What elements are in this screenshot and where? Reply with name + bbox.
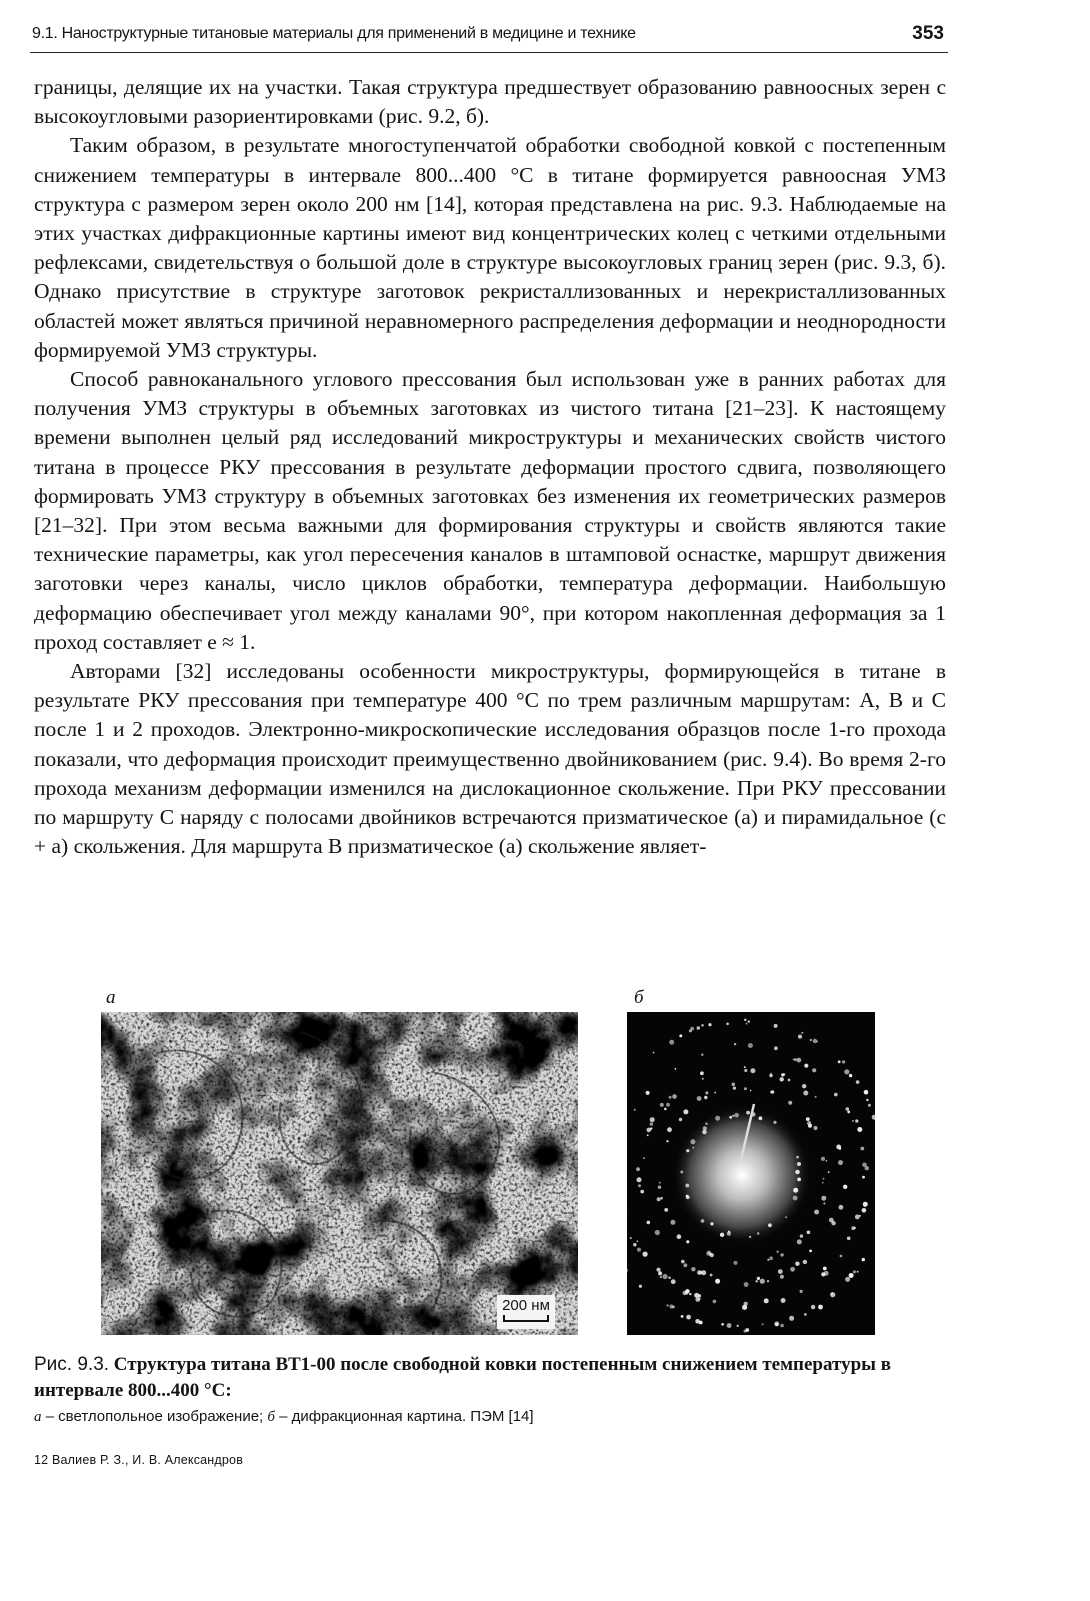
section-title: 9.1. Наноструктурные титановые материалы для применений в медицине и технике xyxy=(32,25,636,42)
bright-field-micrograph xyxy=(101,1012,578,1335)
scale-bar-label: 200 нм xyxy=(502,1297,550,1314)
legend-b-letter: б xyxy=(267,1409,275,1425)
scale-bar xyxy=(497,1295,555,1329)
page-number: 353 xyxy=(912,23,944,44)
figure-label-a: а xyxy=(106,987,116,1008)
paragraph-2: Таким образом, в результате многоступенчатой обработки свободной ковкой с постепенным снижением температуры в интервале 800...400 °С в титане формируется равноосная УМЗ структура с размером зерен около 200 нм [14], которая представлена на рис. 9.3. Наблюдаемые на этих участках дифракционные картины имеют вид концентрических колец с четкими отдельными рефлексами, свидетельствуя о большой доле в структуре высокоугловых границ зерен (рис. 9.3, б). Однако присутствие в структуре заготовок рекристаллизованных и нерекристаллизованных областей может являться причиной неравномерного распределения деформации и неоднородности формируемой УМЗ структуры. xyxy=(34,133,946,362)
diffraction-pattern xyxy=(627,1012,875,1335)
micrograph-image xyxy=(101,1012,578,1335)
legend-b-text: – дифракционная картина. ПЭМ [14] xyxy=(274,1408,534,1425)
legend-a-letter: а xyxy=(34,1409,42,1425)
caption-legend xyxy=(34,1408,946,1426)
paragraph-4: Авторами [32] исследованы особенности микроструктуры, формирующейся в титане в результате РКУ прессования при температуре 400 °С по трем различным маршрутам: A, B и C после 1 и 2 проходов. Электронно-микроскопические исследования образцов после 1-го прохода показали, что деформация происходит преимущественно двойникованием (рис. 9.4). Во время 2-го прохода механизм деформации изменился на дислокационное скольжение. При РКУ прессовании по маршруту C наряду с полосами двойников встречаются призматическое (a) и пирамидальное (c + a) скольжения. Для маршрута B призматическое (a) скольжение являет- xyxy=(34,659,946,859)
figure-caption xyxy=(34,1352,946,1404)
paragraph-3: Способ равноканального углового прессования был использован уже в ранних работах для получения УМЗ структуры в объемных заготовках из чистого титана [21–23]. К настоящему времени выполнен целый ряд исследований микроструктуры и механических свойств чистого титана в процессе РКУ прессования в результате деформации простого сдвига, позволяющего формировать УМЗ структуру в объемных заготовках без изменения их геометрических размеров [21–32]. При этом весьма важными для формирования структуры и свойств являются такие технические параметры, как угол пересечения каналов в штамповой оснастке, маршрут движения заготовки через каналы, число циклов обработки, температура деформации. Наибольшую деформацию обеспечивает угол между каналами 90°, при котором накопленная деформация за 1 проход составляет e ≈ 1. xyxy=(34,367,946,654)
footer-signature: 12 Валиев Р. З., И. В. Александров xyxy=(34,1453,244,1467)
paragraph-1: границы, делящие их на участки. Такая структура предшествует образованию равноосных зерен с высокоугловыми разориентировками (рис. 9.2, б). xyxy=(34,75,946,129)
scale-bar-line xyxy=(503,1320,549,1322)
caption-title: Структура титана ВТ1-00 после свободной ковки постепенным снижением температуры в интервале 800...400 °С: xyxy=(34,1354,891,1401)
figure-label-b: б xyxy=(634,987,644,1008)
caption-prefix: Рис. 9.3. xyxy=(34,1354,110,1375)
diffraction-image xyxy=(627,1012,875,1335)
legend-a-text: – светлопольное изображение; xyxy=(41,1408,268,1425)
body-text xyxy=(34,73,946,861)
running-header xyxy=(30,22,948,53)
